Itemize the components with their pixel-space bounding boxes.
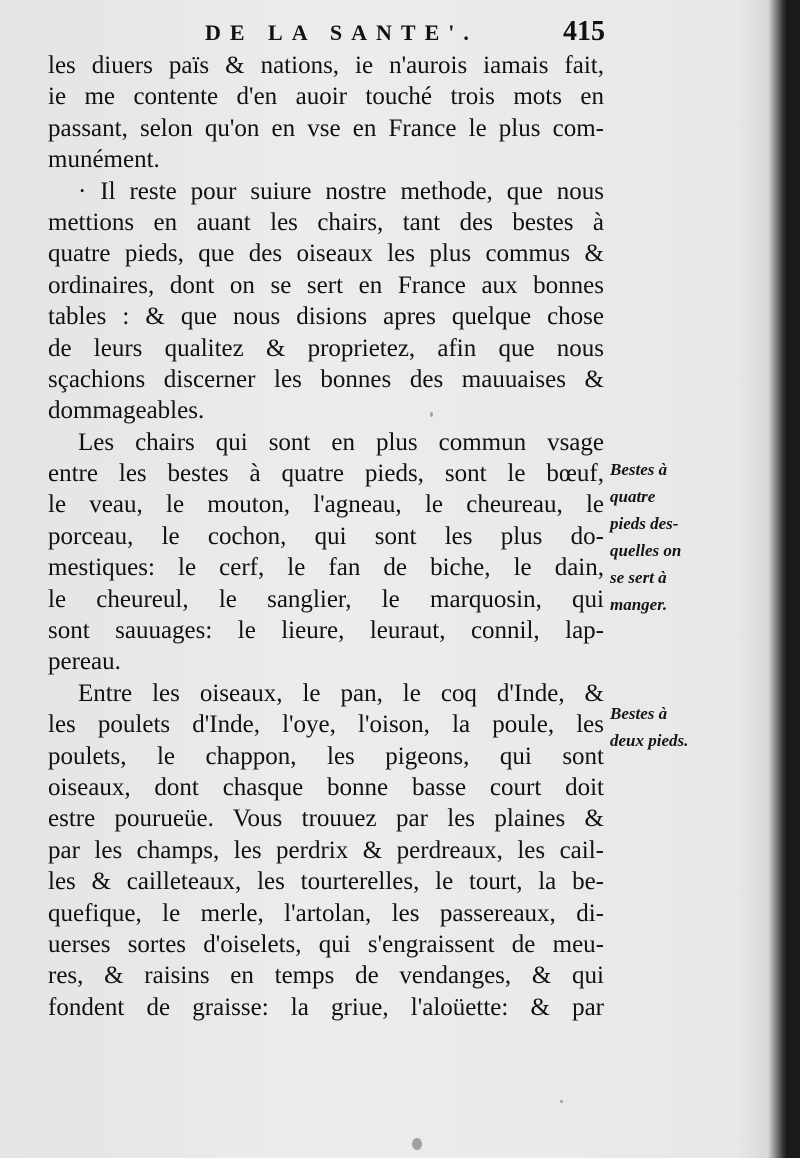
text-line: passant, selon qu'on en vse en France le plus com- — [48, 114, 604, 142]
text-line: munément. — [48, 146, 160, 174]
margin-note-line: pieds des- — [610, 514, 679, 533]
text-line: porceau, le cochon, qui sont les plus do- — [48, 522, 604, 550]
margin-note-line: se sert à — [610, 568, 667, 587]
paragraph-start-line: Entre les oiseaux, le pan, le coq d'Inde, & — [78, 679, 604, 707]
text-line: le cheureul, le sanglier, le marquosin, qui — [48, 585, 604, 613]
running-head: DE LA SANTE'. — [205, 20, 478, 45]
text-line: poulets, le chappon, les pigeons, qui sont — [48, 742, 604, 770]
text-line: mettions en auant les chairs, tant des bestes à — [48, 208, 604, 236]
text-line: par les champs, les perdrix & perdreaux, les cail- — [48, 836, 604, 864]
text-line: res, & raisins en temps de vendanges, & qui — [48, 962, 604, 990]
margin-note-line: quelles on — [610, 541, 682, 560]
page-header — [205, 16, 605, 52]
text-line: le veau, le mouton, l'agneau, le cheureau, le — [48, 491, 604, 519]
text-line: quefique, le merle, l'artolan, les passereaux, di- — [48, 899, 604, 927]
text-line: entre les bestes à quatre pieds, sont le bœuf, — [48, 460, 604, 488]
text-line: quatre pieds, que des oiseaux les plus commus & — [48, 240, 604, 268]
margin-note-bipeds — [610, 700, 720, 754]
paper-speck — [560, 1100, 563, 1103]
text-line: uerses sortes d'oiselets, qui s'engraissent de meu- — [48, 930, 604, 958]
text-line: dommageables. — [48, 397, 205, 425]
paragraph-start-line: Les chairs qui sont en plus commun vsage — [78, 428, 604, 456]
margin-note-line: deux pieds. — [610, 731, 689, 750]
text-line: ordinaires, dont on se sert en France aux bonnes — [48, 271, 604, 299]
text-line: sçachions discerner les bonnes des mauuaises & — [48, 365, 604, 393]
main-text — [48, 50, 604, 1023]
paper-speck — [412, 1138, 422, 1150]
text-line: de leurs qualitez & proprietez, afin que nous — [48, 334, 604, 362]
margin-note-line: Bestes à — [610, 460, 668, 479]
margin-note-line: manger. — [610, 595, 668, 614]
text-line: tables : & que nous disions apres quelque chose — [48, 303, 604, 331]
paper-speck — [430, 412, 433, 417]
margin-note-line: quatre — [610, 487, 656, 506]
text-line: oiseaux, dont chasque bonne basse court doit — [48, 773, 604, 801]
text-line: fondent de graisse: la griue, l'aloüette: & par — [48, 993, 604, 1021]
text-line: sont sauuages: le lieure, leuraut, connil, lap- — [48, 617, 604, 645]
margin-note-quadrupeds — [610, 456, 720, 618]
text-line: les & cailleteaux, les tourterelles, le tourt, la be- — [48, 868, 604, 896]
margin-note-line: Bestes à — [610, 704, 668, 723]
page-number: 415 — [563, 16, 605, 47]
text-line: mestiques: le cerf, le fan de biche, le dain, — [48, 554, 604, 582]
page-edge-shadow — [786, 0, 800, 1158]
text-line: ie me contente d'en auoir touché trois mots en — [48, 83, 604, 111]
text-line: les poulets d'Inde, l'oye, l'oison, la poule, les — [48, 711, 604, 739]
paragraph-start-line: · Il reste pour suiure nostre methode, que nous — [78, 177, 604, 205]
text-line: pereau. — [48, 648, 121, 676]
text-line: estre pourueüe. Vous trouuez par les plaines & — [48, 805, 604, 833]
text-line: les diuers païs & nations, ie n'aurois iamais fait, — [48, 52, 604, 79]
